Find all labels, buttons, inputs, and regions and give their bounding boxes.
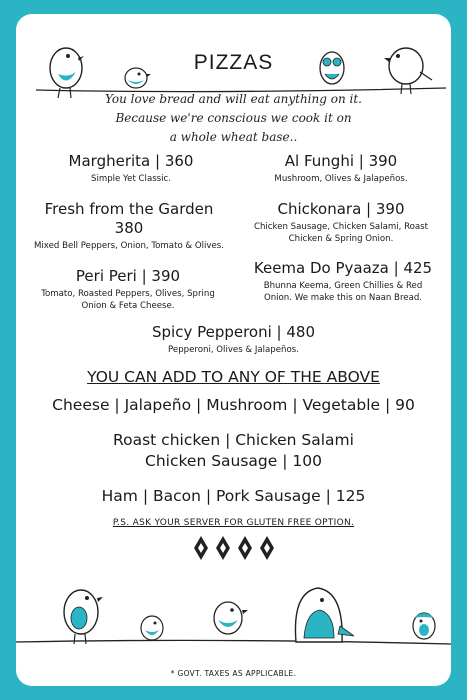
menu-item-fresh-from-the-garden: Fresh from the Garden 380 Mixed Bell Peppers, Onion, Tomato & Olives.: [34, 200, 224, 251]
gluten-free-note: P.S. ASK YOUR SERVER FOR GLUTEN FREE OPTION.: [112, 518, 355, 528]
diamond-divider-icon: [191, 535, 281, 561]
menu-item-al-funghi: Al Funghi | 390 Mushroom, Olives & Jalapeños.: [274, 152, 408, 184]
tax-footnote: * GOVT. TAXES AS APPLICABLE.: [170, 669, 297, 678]
menu-item-margherita: Margherita | 360 Simple Yet Classic.: [68, 152, 194, 184]
addon-group-chicken-2: Chicken Sausage | 100: [145, 452, 322, 470]
menu-item-peri-peri: Peri Peri | 390 Tomato, Roasted Peppers, Olives, Spring Onion & Feta Cheese.: [41, 267, 215, 311]
bird-icon: [295, 588, 354, 642]
page-title: PIZZAS: [193, 51, 274, 74]
bird-icon: [64, 590, 103, 644]
addon-group-veg: Cheese | Jalapeño | Mushroom | Vegetable | 90: [52, 396, 415, 414]
menu-item-spicy-pepperoni: Spicy Pepperoni | 480 Pepperoni, Olives & Jalapeños.: [151, 323, 316, 355]
addons-title: YOU CAN ADD TO ANY OF THE ABOVE: [87, 368, 380, 386]
bird-icon: [413, 613, 435, 639]
tagline: You love bread and will eat anything on it. Because we're conscious we cook it on a whole wheat base..: [105, 92, 362, 144]
addon-group-chicken-1: Roast chicken | Chicken Salami: [113, 431, 354, 449]
bird-icon: [141, 616, 163, 640]
birds-bottom-illustration: [16, 572, 451, 652]
menu-item-keema-do-pyaaza: Keema Do Pyaaza | 425 Bhunna Keema, Green Chillies & Red Onion. We make this on Naan Bread.: [253, 259, 433, 303]
menu-item-chickonara: Chickonara | 390 Chicken Sausage, Chicken Salami, Roast Chicken & Spring Onion.: [253, 200, 429, 244]
addon-group-pork: Ham | Bacon | Pork Sausage | 125: [101, 487, 366, 505]
bird-icon: [214, 602, 248, 634]
menu-card: [16, 14, 451, 686]
